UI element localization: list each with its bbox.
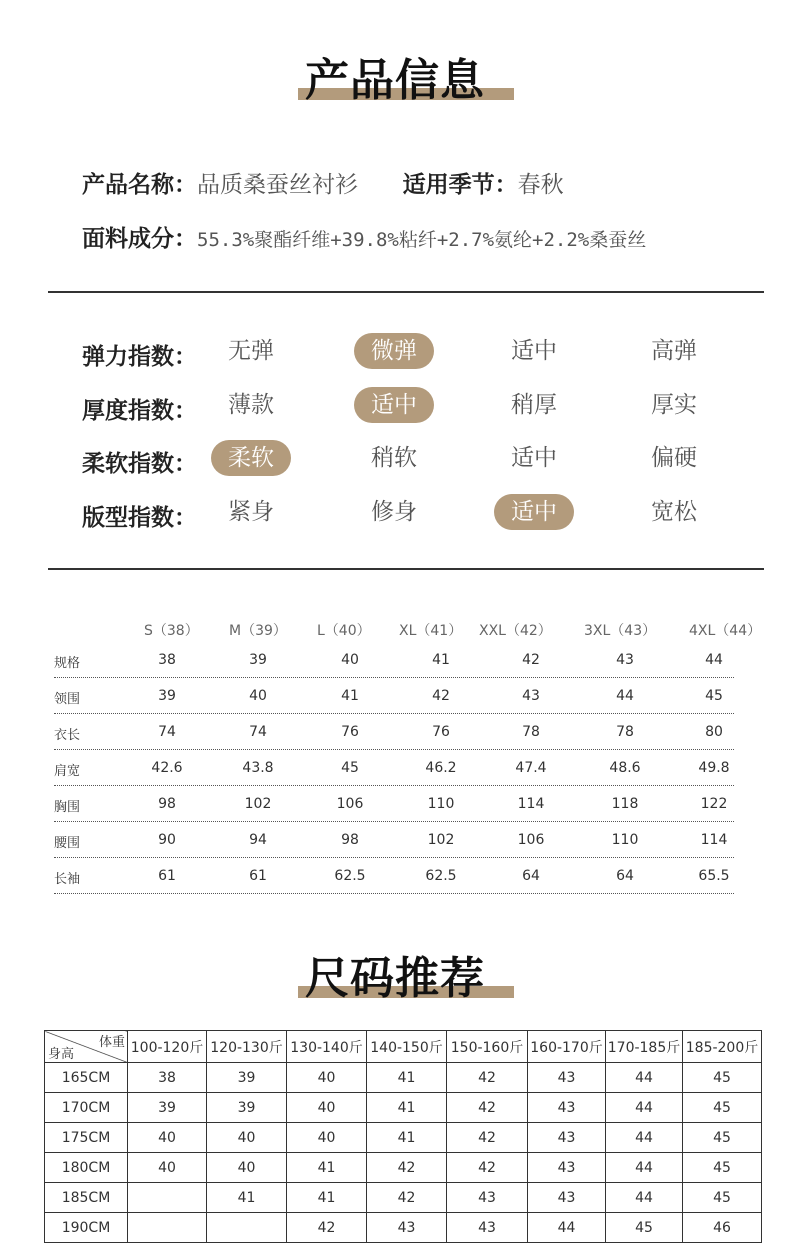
recommend-size-cell: 44: [606, 1123, 683, 1153]
size-column-header: M（39）: [229, 623, 287, 639]
size-spec-cell: 39: [158, 688, 176, 704]
recommend-size-cell: 42: [447, 1123, 528, 1153]
recommend-size-cell: 45: [683, 1123, 762, 1153]
index-option: 修身: [371, 499, 417, 525]
size-spec-cell: 110: [427, 796, 455, 812]
size-spec-cell: 102: [427, 832, 455, 848]
recommend-size-cell: 42: [447, 1063, 528, 1093]
row-label: 腰围: [54, 836, 81, 851]
weight-column-header: 100-120斤: [128, 1031, 207, 1063]
size-spec-cell: 64: [616, 868, 634, 884]
recommend-size-cell: 40: [128, 1153, 207, 1183]
weight-column-header: 185-200斤: [683, 1031, 762, 1063]
fabric-label: 面料成分：: [82, 226, 197, 252]
recommend-size-cell: 43: [447, 1213, 528, 1243]
recommend-size-cell: 45: [606, 1213, 683, 1243]
recommend-size-cell: 41: [367, 1123, 447, 1153]
recommend-size-cell: [128, 1183, 207, 1213]
size-column-header: L（40）: [317, 623, 371, 639]
index-label: 弹力指数：: [82, 344, 197, 370]
index-option: 薄款: [228, 392, 274, 418]
size-spec-cell: 74: [249, 724, 267, 740]
recommend-size-cell: 41: [287, 1183, 367, 1213]
row-label: 肩宽: [54, 764, 81, 779]
size-spec-row: [54, 642, 734, 678]
fabric-value: 55.3%聚酯纤维+39.8%粘纤+2.7%氨纶+2.2%桑蚕丝: [197, 229, 647, 251]
size-spec-cell: 98: [158, 796, 176, 812]
recommend-size-cell: 40: [287, 1063, 367, 1093]
recommend-size-cell: 40: [128, 1123, 207, 1153]
size-spec-cell: 61: [249, 868, 267, 884]
recommend-size-cell: 43: [528, 1063, 606, 1093]
size-spec-cell: 102: [244, 796, 272, 812]
size-spec-cell: 65.5: [698, 868, 730, 884]
recommend-size-cell: 46: [683, 1213, 762, 1243]
size-spec-row: [54, 822, 734, 858]
index-option: 宽松: [651, 499, 697, 525]
size-spec-cell: 43: [522, 688, 540, 704]
recommend-row: [45, 1213, 762, 1243]
size-spec-cell: 45: [705, 688, 723, 704]
recommend-size-cell: 44: [606, 1063, 683, 1093]
weight-header: 体重: [98, 1035, 125, 1050]
weight-column-header: 140-150斤: [367, 1031, 447, 1063]
recommend-size-cell: [128, 1213, 207, 1243]
row-label: 规格: [54, 656, 81, 671]
recommend-size-cell: 43: [528, 1183, 606, 1213]
recommend-size-cell: 43: [367, 1213, 447, 1243]
size-spec-cell: 43.8: [242, 760, 274, 776]
corner-cell: [45, 1031, 128, 1063]
season-value: 春秋: [517, 172, 564, 198]
index-option: 适中: [494, 494, 574, 530]
size-recommend-table: [44, 1030, 762, 1243]
height-cell: 185CM: [45, 1183, 128, 1213]
size-spec-row: [54, 858, 734, 894]
recommend-size-cell: 40: [287, 1093, 367, 1123]
size-spec-cell: 42: [432, 688, 450, 704]
size-spec-cell: 49.8: [698, 760, 730, 776]
recommend-size-cell: 41: [367, 1093, 447, 1123]
row-label: 领围: [54, 692, 81, 707]
size-column-header: XXL（42）: [479, 623, 552, 639]
size-spec-cell: 118: [611, 796, 639, 812]
size-spec-cell: 42.6: [151, 760, 183, 776]
size-spec-cell: 94: [249, 832, 267, 848]
row-label: 胸围: [54, 800, 81, 815]
index-label: 版型指数：: [82, 505, 197, 531]
height-cell: 175CM: [45, 1123, 128, 1153]
divider: [48, 291, 764, 293]
size-spec-cell: 47.4: [515, 760, 547, 776]
index-option: 适中: [511, 445, 557, 471]
index-option: 偏硬: [651, 445, 697, 471]
product-name-label: 产品名称：: [82, 172, 197, 198]
size-spec-cell: 106: [517, 832, 545, 848]
height-cell: 190CM: [45, 1213, 128, 1243]
recommend-row: [45, 1063, 762, 1093]
index-option: 厚实: [651, 392, 697, 418]
recommend-size-cell: 41: [287, 1153, 367, 1183]
size-spec-cell: 80: [705, 724, 723, 740]
recommend-size-cell: 42: [447, 1093, 528, 1123]
product-name-value: 品质桑蚕丝衬衫: [197, 172, 358, 198]
recommend-size-cell: 41: [207, 1183, 287, 1213]
index-option: 高弹: [651, 338, 697, 364]
size-spec-row: [54, 678, 734, 714]
recommend-size-cell: 45: [683, 1183, 762, 1213]
height-header: 身高: [48, 1047, 75, 1062]
recommend-row: [45, 1153, 762, 1183]
size-spec-row: [54, 750, 734, 786]
recommend-size-cell: 39: [207, 1093, 287, 1123]
size-spec-cell: 76: [341, 724, 359, 740]
index-option: 紧身: [228, 499, 274, 525]
recommend-size-cell: 40: [207, 1153, 287, 1183]
weight-column-header: 150-160斤: [447, 1031, 528, 1063]
recommend-size-cell: 42: [447, 1153, 528, 1183]
size-spec-row: [54, 786, 734, 822]
height-cell: 165CM: [45, 1063, 128, 1093]
size-column-header: 4XL（44）: [689, 623, 762, 639]
size-spec-cell: 76: [432, 724, 450, 740]
size-spec-cell: 78: [616, 724, 634, 740]
size-spec-cell: 44: [705, 652, 723, 668]
size-spec-cell: 45: [341, 760, 359, 776]
size-spec-cell: 42: [522, 652, 540, 668]
index-option: 适中: [354, 387, 434, 423]
recommend-size-cell: 45: [683, 1153, 762, 1183]
index-label: 柔软指数：: [82, 451, 197, 477]
size-spec-cell: 61: [158, 868, 176, 884]
size-spec-cell: 64: [522, 868, 540, 884]
recommend-size-cell: 43: [528, 1153, 606, 1183]
weight-column-header: 130-140斤: [287, 1031, 367, 1063]
recommend-size-cell: 39: [128, 1093, 207, 1123]
recommend-size-cell: 44: [606, 1183, 683, 1213]
season-label: 适用季节：: [402, 172, 518, 198]
recommend-size-cell: 42: [367, 1153, 447, 1183]
recommend-row: [45, 1183, 762, 1213]
size-spec-cell: 40: [249, 688, 267, 704]
size-spec-row: [54, 714, 734, 750]
index-option: 柔软: [211, 440, 291, 476]
recommend-size-cell: 41: [367, 1063, 447, 1093]
recommend-size-cell: 45: [683, 1063, 762, 1093]
size-spec-cell: 48.6: [609, 760, 641, 776]
index-option: 稍厚: [511, 392, 557, 418]
row-label: 长袖: [54, 872, 81, 887]
recommend-size-cell: 43: [447, 1183, 528, 1213]
recommend-size-cell: 44: [606, 1153, 683, 1183]
size-spec-cell: 46.2: [425, 760, 457, 776]
recommend-size-cell: 38: [128, 1063, 207, 1093]
row-label: 衣长: [54, 728, 81, 743]
weight-column-header: 120-130斤: [207, 1031, 287, 1063]
index-option: 稍软: [371, 445, 417, 471]
recommend-size-cell: 39: [207, 1063, 287, 1093]
size-spec-cell: 62.5: [334, 868, 366, 884]
recommend-size-cell: [207, 1213, 287, 1243]
size-spec-cell: 78: [522, 724, 540, 740]
weight-column-header: 160-170斤: [528, 1031, 606, 1063]
height-cell: 170CM: [45, 1093, 128, 1123]
recommend-size-cell: 44: [606, 1093, 683, 1123]
size-spec-cell: 41: [432, 652, 450, 668]
size-spec-cell: 39: [249, 652, 267, 668]
weight-column-header: 170-185斤: [606, 1031, 683, 1063]
size-column-header: XL（41）: [399, 623, 463, 639]
recommend-size-cell: 43: [528, 1093, 606, 1123]
fabric-line: [82, 220, 646, 253]
recommend-row: [45, 1093, 762, 1123]
size-column-header: 3XL（43）: [584, 623, 657, 639]
size-column-header: S（38）: [144, 623, 199, 639]
height-cell: 180CM: [45, 1153, 128, 1183]
recommend-size-cell: 40: [287, 1123, 367, 1153]
recommend-size-cell: 40: [207, 1123, 287, 1153]
size-spec-cell: 40: [341, 652, 359, 668]
size-spec-cell: 98: [341, 832, 359, 848]
size-spec-cell: 62.5: [425, 868, 457, 884]
size-spec-cell: 44: [616, 688, 634, 704]
size-spec-cell: 114: [700, 832, 728, 848]
recommend-size-cell: 44: [528, 1213, 606, 1243]
index-label: 厚度指数：: [82, 398, 197, 424]
size-spec-cell: 122: [700, 796, 728, 812]
size-spec-cell: 74: [158, 724, 176, 740]
index-option: 无弹: [228, 338, 274, 364]
recommend-size-cell: 42: [367, 1183, 447, 1213]
product-name-line: [82, 166, 564, 199]
index-option: 适中: [511, 338, 557, 364]
size-recommend-heading: 尺码推荐: [0, 942, 790, 1006]
size-spec-cell: 90: [158, 832, 176, 848]
size-spec-cell: 43: [616, 652, 634, 668]
recommend-row: [45, 1123, 762, 1153]
recommend-size-cell: 45: [683, 1093, 762, 1123]
size-spec-cell: 114: [517, 796, 545, 812]
size-spec-cell: 38: [158, 652, 176, 668]
size-spec-cell: 110: [611, 832, 639, 848]
index-option: 微弹: [354, 333, 434, 369]
recommend-size-cell: 42: [287, 1213, 367, 1243]
size-spec-cell: 41: [341, 688, 359, 704]
size-spec-cell: 106: [336, 796, 364, 812]
product-info-heading: 产品信息: [0, 44, 790, 108]
divider: [48, 568, 764, 570]
recommend-size-cell: 43: [528, 1123, 606, 1153]
